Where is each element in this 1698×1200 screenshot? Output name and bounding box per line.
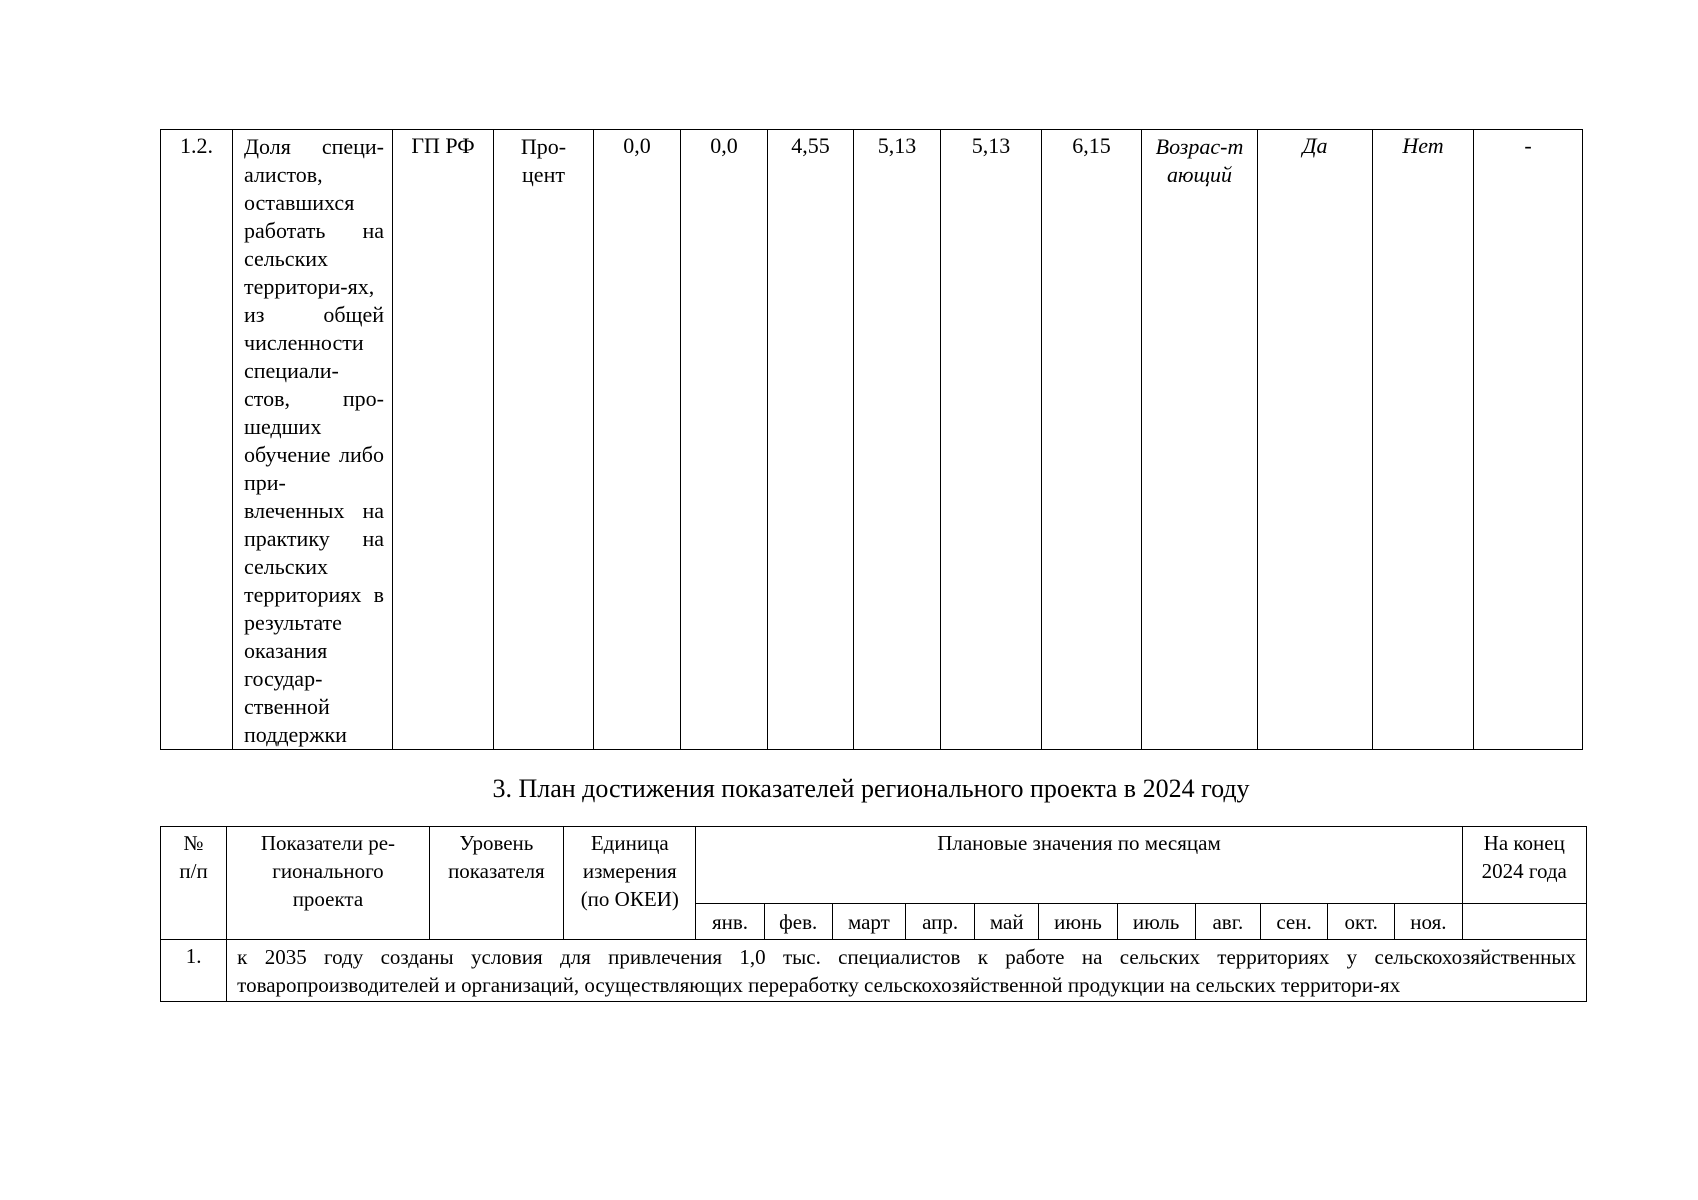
month-end-empty [1462, 904, 1586, 940]
month-oct: окт. [1328, 904, 1395, 940]
indicator-level: ГП РФ [393, 130, 494, 750]
row-number: 1.2. [161, 130, 233, 750]
month-jan: янв. [696, 904, 764, 940]
flag-cell: Да [1258, 130, 1373, 750]
value-cell: 0,0 [681, 130, 768, 750]
month-jun: июнь [1039, 904, 1117, 940]
trend-cell [1142, 130, 1258, 750]
month-mar: март [832, 904, 905, 940]
value-cell: 6,15 [1042, 130, 1142, 750]
value-cell: 4,55 [768, 130, 854, 750]
value-cell: 5,13 [941, 130, 1042, 750]
table-row [161, 130, 1583, 750]
month-aug: авг. [1195, 904, 1260, 940]
flag-cell: Нет [1373, 130, 1474, 750]
indicators-table [160, 129, 1583, 750]
goal-text: к 2035 году созданы условия для привлечения 1,0 тыс. специалистов к работе на сельских территориях у сельскохозяйственных товаропроизводителей и организаций, осуществляющих переработку сельскохозяйственной продукции на сельских территори-ях [227, 940, 1587, 1002]
row-number: 1. [161, 940, 227, 1002]
month-may: май [975, 904, 1039, 940]
header-row [161, 827, 1587, 904]
section-title: 3. План достижения показателей регионального проекта в 2024 году [492, 774, 1250, 803]
extra-cell: - [1474, 130, 1583, 750]
header-end: На конец 2024 года [1462, 827, 1586, 904]
month-nov: ноя. [1395, 904, 1462, 940]
month-apr: апр. [906, 904, 975, 940]
month-feb: фев. [764, 904, 832, 940]
table-row [161, 940, 1587, 1002]
value-cell: 5,13 [854, 130, 941, 750]
unit-cell [494, 130, 594, 750]
header-unit: Единица измерения (по ОКЕИ) [564, 827, 696, 940]
header-level: Уровень показателя [429, 827, 563, 940]
header-num [161, 827, 227, 940]
unit-text: Про-цент [520, 134, 567, 187]
header-indicator: Показатели ре-гионального проекта [227, 827, 430, 940]
plan-table [160, 826, 1587, 1002]
value-cell: 0,0 [594, 130, 681, 750]
month-jul: июль [1117, 904, 1195, 940]
header-planned: Плановые значения по месяцам [696, 827, 1462, 904]
month-sep: сен. [1260, 904, 1327, 940]
indicator-description: Доля специ-алистов, оставшихся работать на сельских территори-ях, из общей численности специали-стов, про-шедших обучение либо при-влеченных на практику на сельских территориях в результате оказания государ-ственной поддержки [233, 130, 393, 750]
header-num-text: № п/п [179, 831, 208, 883]
trend-text: Возрас-тающий [1155, 134, 1244, 187]
